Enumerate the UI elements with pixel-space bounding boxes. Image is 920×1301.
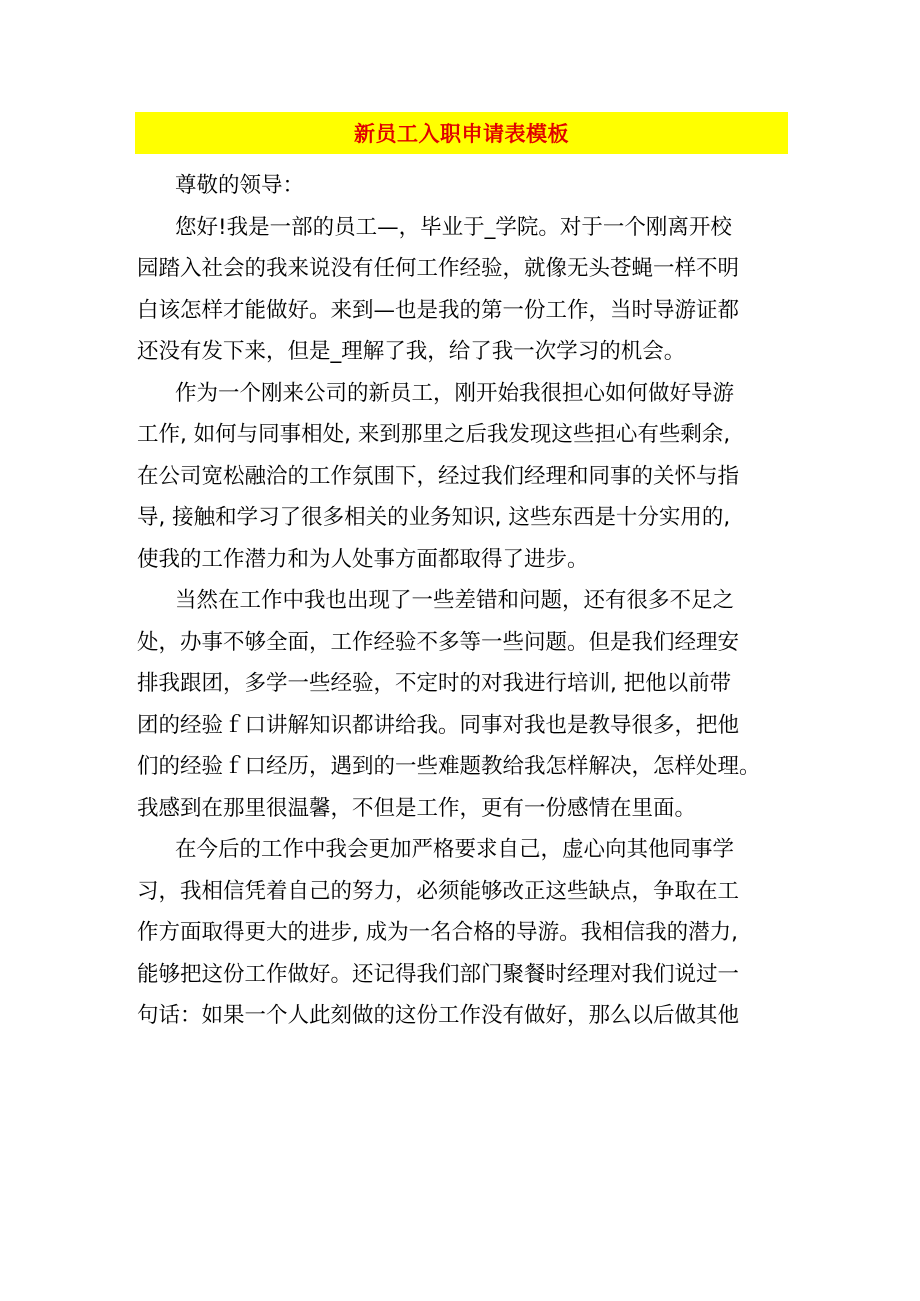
body-line: 园踏入社会的我来说没有任何工作经验，就像无头苍蝇一样不明 — [137, 256, 740, 281]
title-banner — [135, 112, 788, 154]
document-body — [137, 165, 792, 1037]
body-line: 作方面取得更大的进步, 成为一名合格的导游。我相信我的潜力, — [137, 920, 739, 945]
body-line: 白该怎样才能做好。来到—也是我的第一份工作，当时导游证都 — [137, 297, 740, 323]
body-line: 排我跟团，多学一些经验，不定时的对我进行培训, 把他以前带 — [137, 671, 732, 696]
body-line: 尊敬的领导： — [175, 173, 305, 198]
body-line: 当然在工作中我也出现了一些差错和问题，还有很多不足之 — [175, 588, 735, 613]
body-line: 还没有发下来，但是_理解了我，给了我一次学习的机会。 — [137, 339, 686, 364]
body-line: 使我的工作潜力和为人处事方面都取得了进步。 — [137, 546, 589, 572]
document-title: 新员工入职申请表模板 — [354, 122, 569, 146]
body-line: 处，办事不够全面，工作经验不多等一些问题。但是我们经理安 — [137, 629, 740, 655]
body-line: 能够把这份工作做好。还记得我们部门聚餐时经理对我们说过一 — [137, 961, 740, 987]
body-line: 工作, 如何与同事相处, 来到那里之后我发现这些担心有些剩余, — [137, 422, 731, 447]
body-line: 们的经验ｆ口经历，遇到的一些难题教给我怎样解决，怎样处理。 — [137, 754, 761, 779]
body-line: 导, 接触和学习了很多相关的业务知识, 这些东西是十分实用的, — [137, 505, 731, 530]
body-line: 作为一个刚来公司的新员工，刚开始我很担心如何做好导游 — [175, 380, 735, 406]
body-line: 在今后的工作中我会更加严格要求自己，虚心向其他同事学 — [175, 837, 735, 862]
body-line: 在公司宽松融洽的工作氛围下，经过我们经理和同事的关怀与指 — [137, 463, 740, 489]
body-line: 您好!我是一部的员工—，毕业于_学院。对于一个刚离开校 — [175, 214, 732, 240]
body-line: 句话：如果一个人此刻做的这份工作没有做好，那么以后做其他 — [137, 1003, 740, 1028]
body-line: 团的经验ｆ口讲解知识都讲给我。同事对我也是教导很多，把他 — [137, 712, 740, 738]
body-line: 我感到在那里很温馨，不但是工作，更有一份感情在里面。 — [137, 795, 697, 821]
body-line: 习，我相信凭着自己的努力，必须能够改正这些缺点，争取在工 — [137, 878, 740, 904]
